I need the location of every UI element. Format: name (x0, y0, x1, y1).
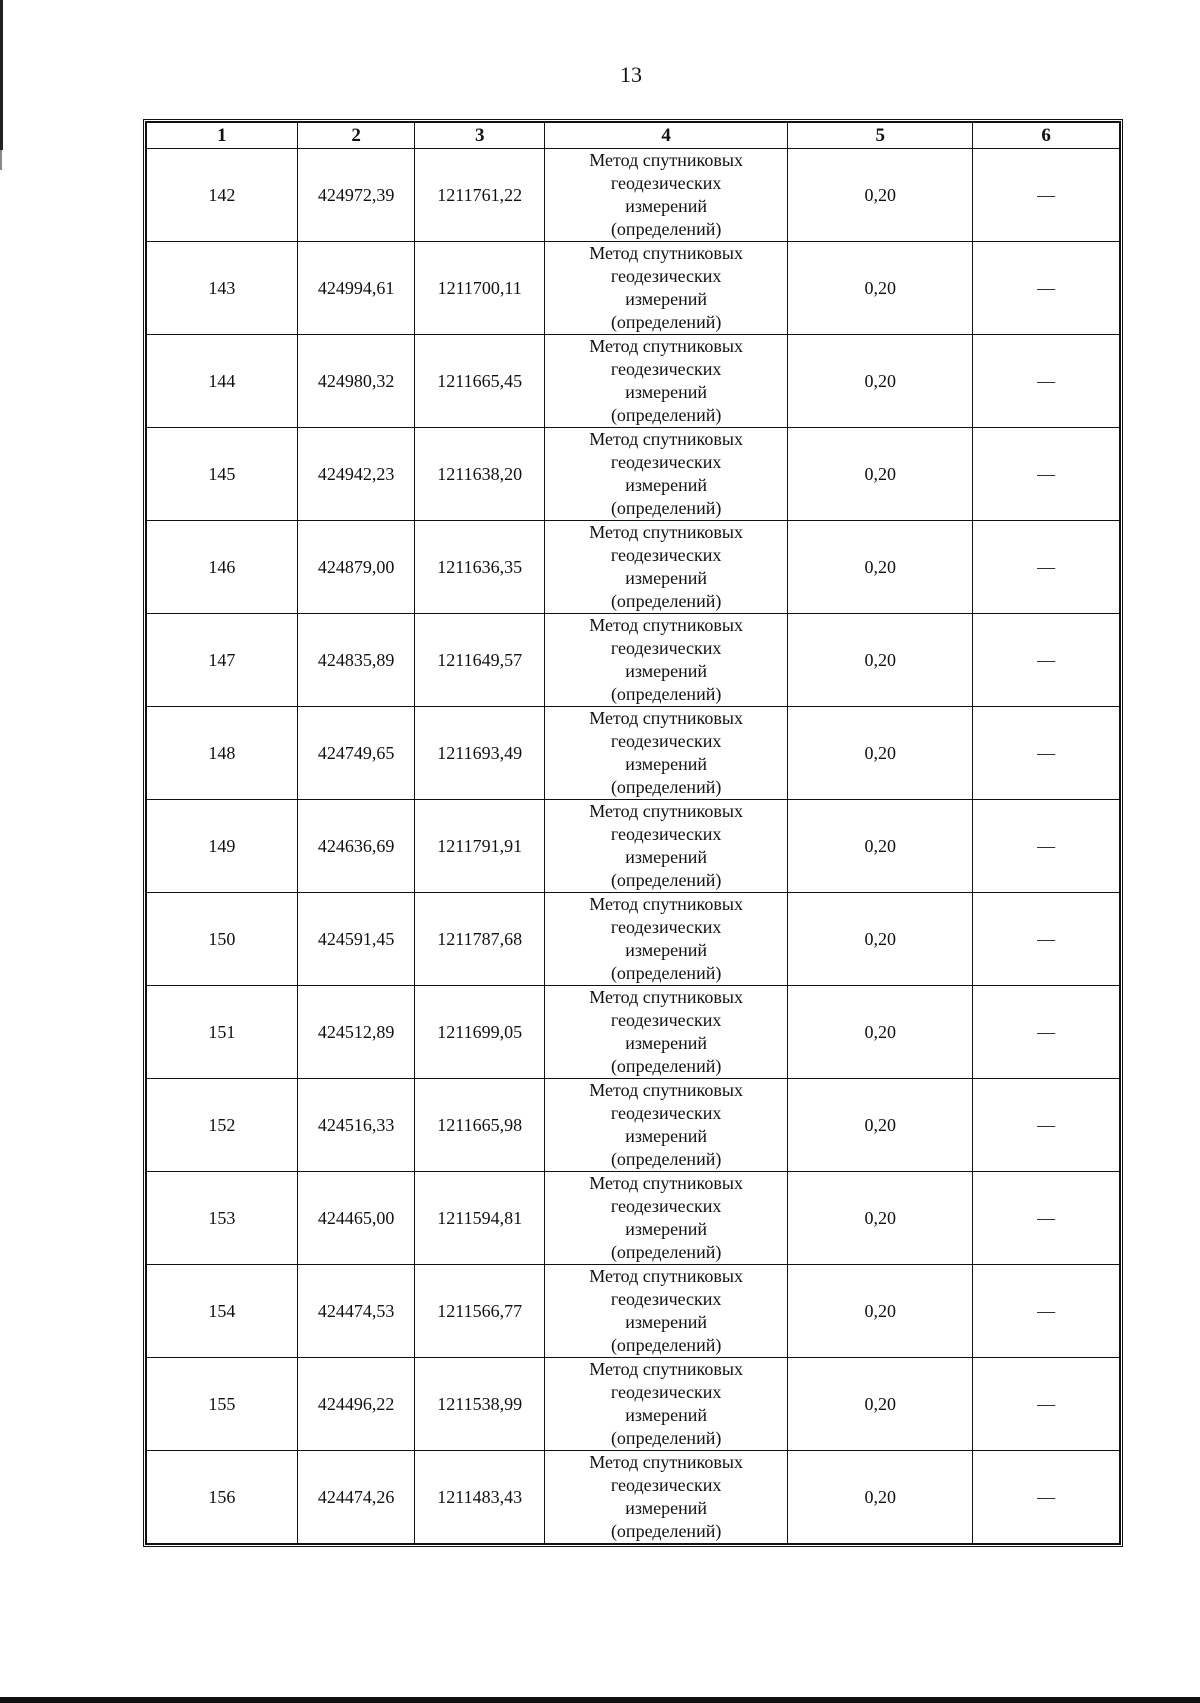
method-cell (545, 521, 788, 614)
method-text-line: геодезических (610, 1475, 722, 1495)
note-cell: — (973, 1265, 1120, 1358)
method-text-line: измерений (625, 568, 708, 588)
accuracy-cell: 0,20 (788, 1079, 973, 1172)
method-text-line: (определений) (610, 684, 722, 704)
point-number-cell: 145 (147, 428, 298, 521)
method-text-line: геодезических (610, 917, 722, 937)
table-body (147, 149, 1120, 1544)
x-coordinate-cell: 424749,65 (297, 707, 415, 800)
method-text-line: Метод спутниковых (589, 1080, 743, 1100)
method-text-line: измерений (625, 1405, 708, 1425)
method-cell (545, 1265, 788, 1358)
table-row (147, 149, 1120, 242)
method-text-line: (определений) (610, 870, 722, 890)
x-coordinate-cell: 424972,39 (297, 149, 415, 242)
y-coordinate-cell: 1211483,43 (415, 1451, 545, 1544)
point-number-cell: 147 (147, 614, 298, 707)
column-header-2: 2 (297, 123, 415, 149)
method-text-line: измерений (625, 1126, 708, 1146)
note-cell: — (973, 1172, 1120, 1265)
method-text-line: геодезических (610, 173, 722, 193)
method-cell (545, 1358, 788, 1451)
method-text-line: (определений) (610, 1056, 722, 1076)
method-text-line: (определений) (610, 1242, 722, 1262)
method-cell (545, 428, 788, 521)
method-cell (545, 1079, 788, 1172)
method-text-line: измерений (625, 1312, 708, 1332)
note-cell: — (973, 1079, 1120, 1172)
accuracy-cell: 0,20 (788, 707, 973, 800)
table-row (147, 800, 1120, 893)
x-coordinate-cell: 424496,22 (297, 1358, 415, 1451)
note-cell: — (973, 1358, 1120, 1451)
note-cell: — (973, 242, 1120, 335)
x-coordinate-cell: 424591,45 (297, 893, 415, 986)
table-header-row (147, 123, 1120, 149)
scan-margin-mark-faint (0, 150, 2, 170)
x-coordinate-cell: 424636,69 (297, 800, 415, 893)
x-coordinate-cell: 424879,00 (297, 521, 415, 614)
method-text-line: (определений) (610, 1428, 722, 1448)
method-text-line: Метод спутниковых (589, 801, 743, 821)
table-row (147, 1451, 1120, 1544)
table-row (147, 521, 1120, 614)
y-coordinate-cell: 1211638,20 (415, 428, 545, 521)
column-header-5: 5 (788, 123, 973, 149)
y-coordinate-cell: 1211538,99 (415, 1358, 545, 1451)
note-cell: — (973, 521, 1120, 614)
method-text-line: геодезических (610, 452, 722, 472)
y-coordinate-cell: 1211700,11 (415, 242, 545, 335)
x-coordinate-cell: 424994,61 (297, 242, 415, 335)
method-text-line: Метод спутниковых (589, 708, 743, 728)
page-number: 13 (620, 62, 642, 87)
method-cell (545, 893, 788, 986)
point-number-cell: 149 (147, 800, 298, 893)
y-coordinate-cell: 1211787,68 (415, 893, 545, 986)
scan-bottom-edge (0, 1697, 1200, 1703)
method-text-line: измерений (625, 196, 708, 216)
column-header-4: 4 (545, 123, 788, 149)
column-header-6: 6 (973, 123, 1120, 149)
method-cell (545, 707, 788, 800)
note-cell: — (973, 428, 1120, 521)
method-text-line: измерений (625, 1033, 708, 1053)
method-text-line: измерений (625, 382, 708, 402)
accuracy-cell: 0,20 (788, 800, 973, 893)
method-text-line: измерений (625, 661, 708, 681)
accuracy-cell: 0,20 (788, 1358, 973, 1451)
method-cell (545, 614, 788, 707)
method-text-line: (определений) (610, 963, 722, 983)
coordinates-table (146, 122, 1120, 1544)
method-text-line: геодезических (610, 731, 722, 751)
column-header-1: 1 (147, 123, 298, 149)
point-number-cell: 143 (147, 242, 298, 335)
x-coordinate-cell: 424512,89 (297, 986, 415, 1079)
method-cell (545, 1172, 788, 1265)
method-text-line: (определений) (610, 777, 722, 797)
point-number-cell: 146 (147, 521, 298, 614)
method-text-line: геодезических (610, 638, 722, 658)
note-cell: — (973, 335, 1120, 428)
point-number-cell: 154 (147, 1265, 298, 1358)
method-text-line: Метод спутниковых (589, 987, 743, 1007)
method-text-line: (определений) (610, 405, 722, 425)
y-coordinate-cell: 1211699,05 (415, 986, 545, 1079)
method-cell (545, 1451, 788, 1544)
y-coordinate-cell: 1211665,98 (415, 1079, 545, 1172)
table-row (147, 335, 1120, 428)
y-coordinate-cell: 1211566,77 (415, 1265, 545, 1358)
method-text-line: измерений (625, 754, 708, 774)
method-text-line: измерений (625, 847, 708, 867)
method-text-line: геодезических (610, 266, 722, 286)
accuracy-cell: 0,20 (788, 614, 973, 707)
accuracy-cell: 0,20 (788, 986, 973, 1079)
accuracy-cell: 0,20 (788, 335, 973, 428)
method-text-line: геодезических (610, 1010, 722, 1030)
method-cell (545, 800, 788, 893)
column-header-3: 3 (415, 123, 545, 149)
y-coordinate-cell: 1211693,49 (415, 707, 545, 800)
point-number-cell: 144 (147, 335, 298, 428)
point-number-cell: 151 (147, 986, 298, 1079)
accuracy-cell: 0,20 (788, 1265, 973, 1358)
method-text-line: Метод спутниковых (589, 615, 743, 635)
method-text-line: (определений) (610, 1335, 722, 1355)
x-coordinate-cell: 424474,53 (297, 1265, 415, 1358)
point-number-cell: 155 (147, 1358, 298, 1451)
note-cell: — (973, 986, 1120, 1079)
y-coordinate-cell: 1211594,81 (415, 1172, 545, 1265)
table-row (147, 428, 1120, 521)
method-text-line: Метод спутниковых (589, 150, 743, 170)
y-coordinate-cell: 1211761,22 (415, 149, 545, 242)
method-cell (545, 149, 788, 242)
method-text-line: Метод спутниковых (589, 522, 743, 542)
method-text-line: (определений) (610, 312, 722, 332)
accuracy-cell: 0,20 (788, 1172, 973, 1265)
x-coordinate-cell: 424980,32 (297, 335, 415, 428)
method-text-line: Метод спутниковых (589, 1359, 743, 1379)
method-text-line: геодезических (610, 359, 722, 379)
point-number-cell: 150 (147, 893, 298, 986)
method-text-line: Метод спутниковых (589, 1266, 743, 1286)
note-cell: — (973, 893, 1120, 986)
accuracy-cell: 0,20 (788, 893, 973, 986)
note-cell: — (973, 800, 1120, 893)
x-coordinate-cell: 424465,00 (297, 1172, 415, 1265)
x-coordinate-cell: 424516,33 (297, 1079, 415, 1172)
table-row (147, 986, 1120, 1079)
table-row (147, 1079, 1120, 1172)
method-text-line: измерений (625, 1219, 708, 1239)
y-coordinate-cell: 1211649,57 (415, 614, 545, 707)
method-text-line: измерений (625, 475, 708, 495)
point-number-cell: 153 (147, 1172, 298, 1265)
accuracy-cell: 0,20 (788, 1451, 973, 1544)
method-text-line: геодезических (610, 1382, 722, 1402)
method-text-line: Метод спутниковых (589, 336, 743, 356)
table-row (147, 707, 1120, 800)
method-cell (545, 242, 788, 335)
method-cell (545, 335, 788, 428)
method-text-line: Метод спутниковых (589, 1452, 743, 1472)
method-text-line: геодезических (610, 824, 722, 844)
method-text-line: геодезических (610, 1289, 722, 1309)
method-text-line: Метод спутниковых (589, 429, 743, 449)
method-text-line: Метод спутниковых (589, 243, 743, 263)
y-coordinate-cell: 1211665,45 (415, 335, 545, 428)
table-row (147, 1265, 1120, 1358)
method-text-line: геодезических (610, 545, 722, 565)
method-text-line: (определений) (610, 591, 722, 611)
accuracy-cell: 0,20 (788, 149, 973, 242)
accuracy-cell: 0,20 (788, 428, 973, 521)
table-row (147, 893, 1120, 986)
x-coordinate-cell: 424474,26 (297, 1451, 415, 1544)
y-coordinate-cell: 1211636,35 (415, 521, 545, 614)
point-number-cell: 152 (147, 1079, 298, 1172)
method-text-line: (определений) (610, 1521, 722, 1541)
method-text-line: геодезических (610, 1103, 722, 1123)
table-row (147, 1172, 1120, 1265)
method-cell (545, 986, 788, 1079)
method-text-line: (определений) (610, 498, 722, 518)
note-cell: — (973, 614, 1120, 707)
point-number-cell: 156 (147, 1451, 298, 1544)
note-cell: — (973, 149, 1120, 242)
method-text-line: (определений) (610, 219, 722, 239)
table-row (147, 242, 1120, 335)
note-cell: — (973, 707, 1120, 800)
table-row (147, 614, 1120, 707)
method-text-line: Метод спутниковых (589, 894, 743, 914)
method-text-line: измерений (625, 940, 708, 960)
accuracy-cell: 0,20 (788, 521, 973, 614)
method-text-line: Метод спутниковых (589, 1173, 743, 1193)
table-row (147, 1358, 1120, 1451)
method-text-line: измерений (625, 1498, 708, 1518)
point-number-cell: 148 (147, 707, 298, 800)
x-coordinate-cell: 424942,23 (297, 428, 415, 521)
y-coordinate-cell: 1211791,91 (415, 800, 545, 893)
coordinates-table-frame (143, 119, 1123, 1547)
x-coordinate-cell: 424835,89 (297, 614, 415, 707)
method-text-line: геодезических (610, 1196, 722, 1216)
point-number-cell: 142 (147, 149, 298, 242)
method-text-line: измерений (625, 289, 708, 309)
note-cell: — (973, 1451, 1120, 1544)
accuracy-cell: 0,20 (788, 242, 973, 335)
method-text-line: (определений) (610, 1149, 722, 1169)
